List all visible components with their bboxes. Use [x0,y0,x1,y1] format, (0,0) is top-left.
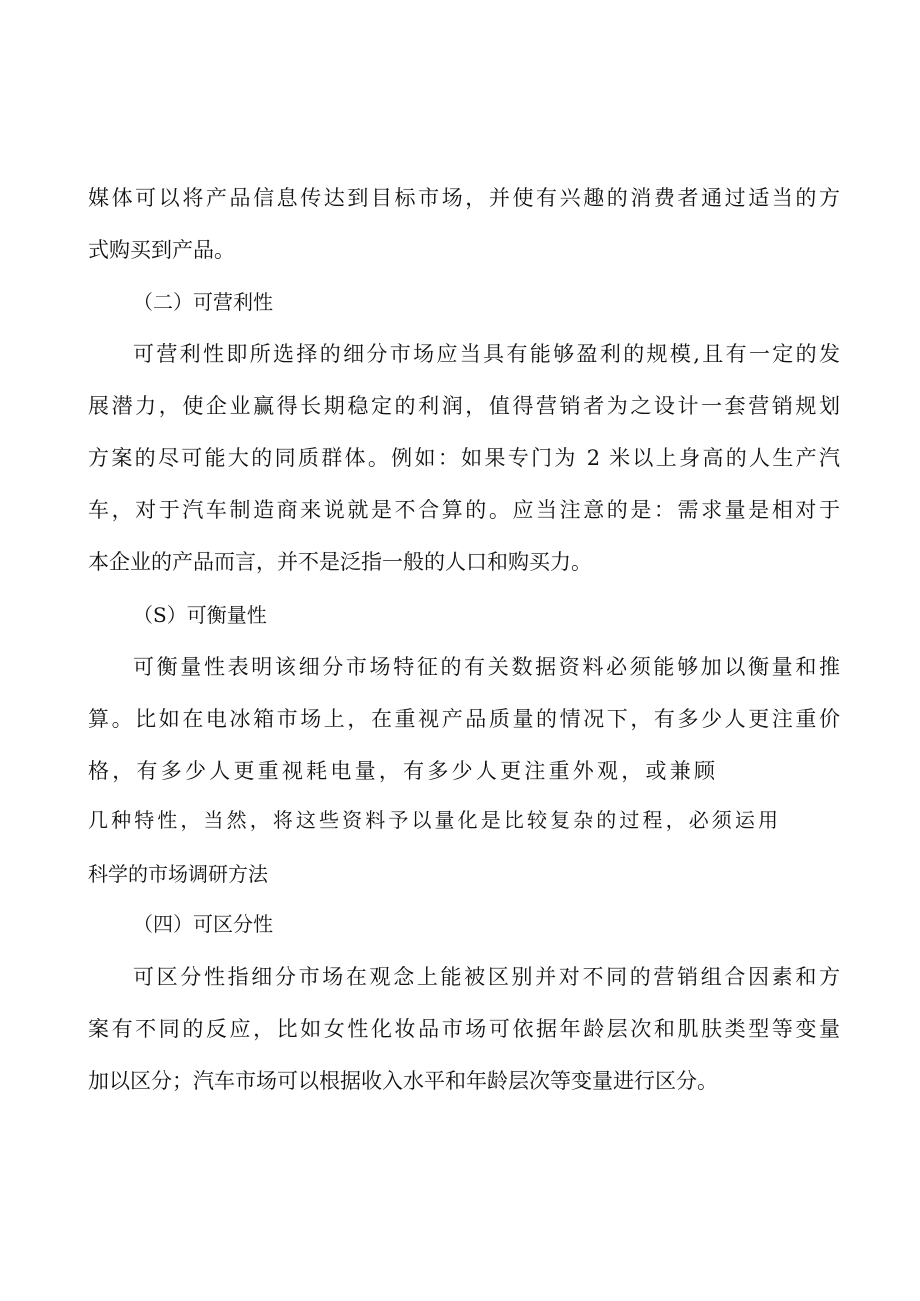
paragraph-line: 格，有多少人更重视耗电量，有多少人更注重外观，或兼顾 [88,759,715,783]
paragraph-line: 可衡量性表明该细分市场特征的有关数据资料必须能够加以衡量和推 [133,655,840,679]
paragraph-line: 媒体可以将产品信息传达到目标市场，并使有兴趣的消费者通过适当的方 [88,186,840,210]
paragraph-line: 可营利性即所选择的细分市场应当具有能够盈利的规模,且有一定的发 [133,342,840,366]
paragraph-line: 科学的市场调研方法 [88,862,268,886]
paragraph-line: 加以区分；汽车市场可以根据收入水平和年龄层次等变量进行区分。 [88,1069,718,1093]
paragraph-line: 本企业的产品而言，并不是泛指一般的人口和购买力。 [88,550,592,574]
paragraph-line: 方案的尽可能大的同质群体。例如：如果专门为 2 米以上身高的人生产汽 [88,446,840,470]
paragraph-line: 可区分性指细分市场在观念上能被区别并对不同的营销组合因素和方 [133,965,840,989]
section-heading: （二）可营利性 [133,290,273,314]
paragraph-line: 式购买到产品。 [88,238,235,262]
paragraph-line: 展潜力，使企业赢得长期稳定的利润，值得营销者为之设计一套营销规划 [88,394,840,418]
section-heading: （S）可衡量性 [133,603,267,627]
section-heading: （四）可区分性 [133,912,273,936]
paragraph-line: 车，对于汽车制造商来说就是不合算的。应当注意的是：需求量是相对于 [88,498,840,522]
paragraph-line: 算。比如在电冰箱市场上，在重视产品质量的情况下，有多少人更注重价 [88,707,840,731]
paragraph-line: 几种特性，当然，将这些资料予以量化是比较复杂的过程，必须运用 [88,808,778,832]
paragraph-line: 案有不同的反应，比如女性化妆品市场可依据年龄层次和肌肤类型等变量 [88,1017,840,1041]
